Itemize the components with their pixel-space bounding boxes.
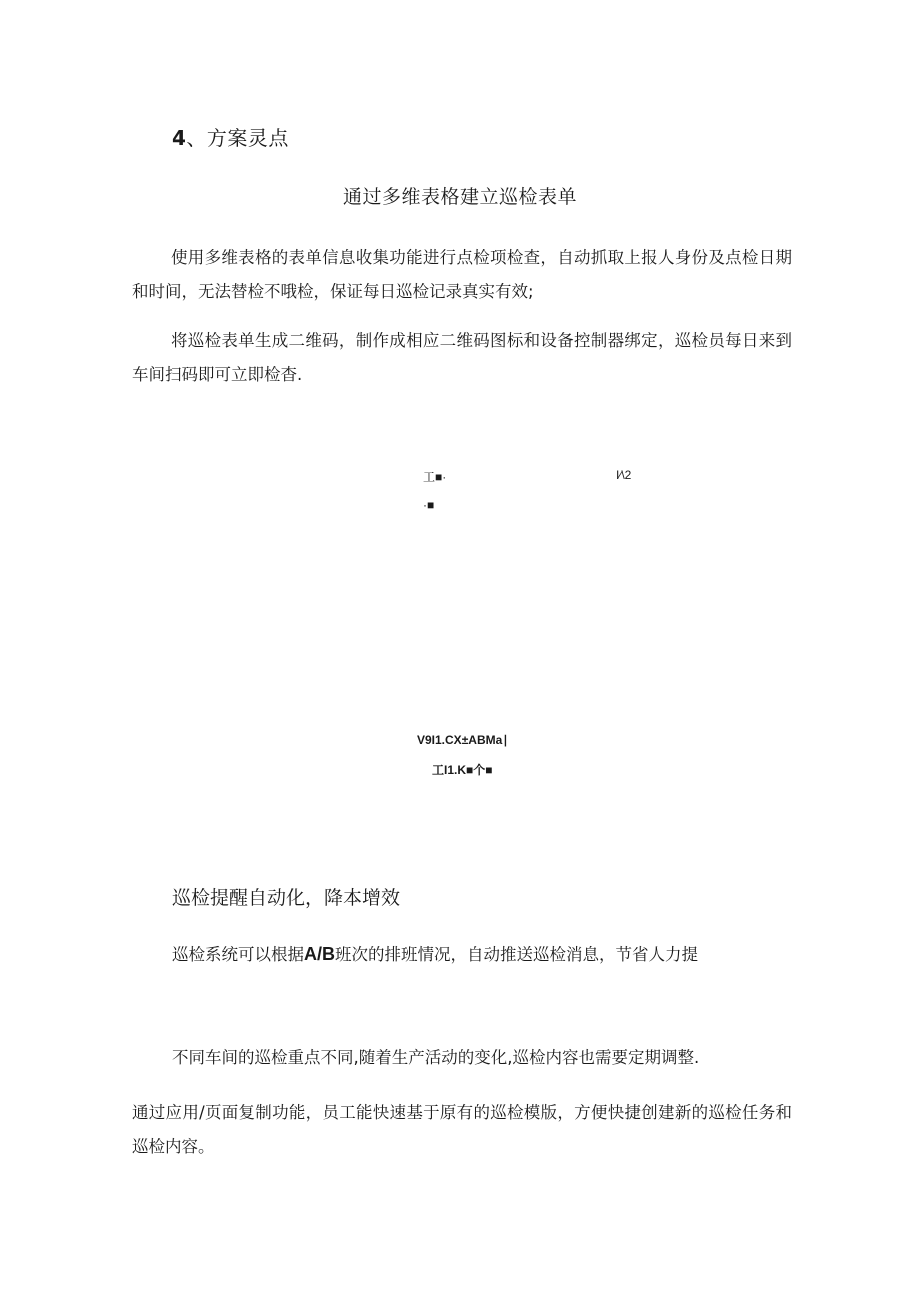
subtitle: 通过多维表格建立巡检表单 (342, 186, 577, 208)
paragraph-copy-function: 通过应用/页面复制功能，员工能快速基于原有的巡检模版，方便快捷创建新的巡检任务和巡检内容。 (132, 1103, 792, 1156)
reminder-line-text: 班次的排班情况，自动推送巡检消息，节省人力提 (335, 945, 698, 964)
paragraph-qr-code: 将巡检表单生成二维码，制作成相应二维码图标和设备控制器绑定，巡检员每日来到车间扫码即可立即检杳. (132, 331, 792, 384)
reminder-line-inspection-focus: 不同车间的巡检重点不同,随着生产活动的变化,巡检内容也需要定期调整. (172, 1048, 700, 1067)
figure-fragment: I∕\2 (616, 468, 632, 482)
paragraph-form-collection: 使用多维表格的表单信息收集功能进行点检项检查，自动抓取上报人身份及点检日期和时间，无法替检不哦检，保证每日巡检记录真实有效; (132, 248, 792, 301)
figure-fragment: V9I1.CX±ABMa∣ (417, 733, 509, 747)
section-heading (172, 124, 289, 152)
figure-fragment: 工I1.K■个■ (432, 763, 493, 777)
section-title: 、方案灵点 (186, 126, 289, 150)
reminder-line-text: 巡检系统可以根据 (172, 945, 304, 964)
shift-ab: A/B (304, 944, 335, 964)
figure-fragment: 工■· (423, 470, 447, 484)
section-reminder-title: 巡检提醒自动化，降本增效 (172, 887, 401, 909)
section-number: 4 (172, 126, 187, 150)
figure-fragment: ·■ (423, 498, 435, 512)
reminder-line (172, 940, 698, 969)
